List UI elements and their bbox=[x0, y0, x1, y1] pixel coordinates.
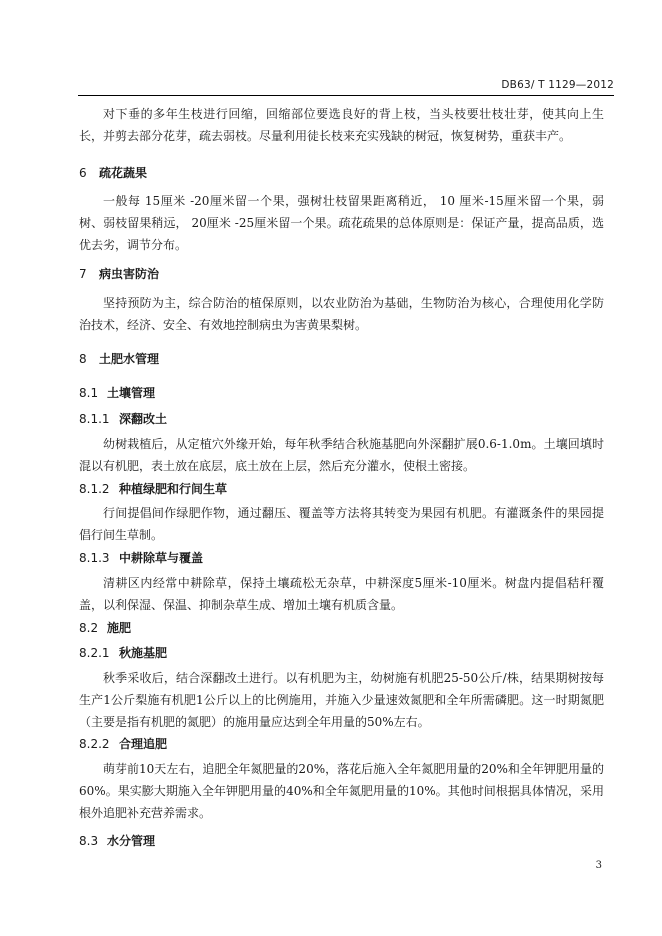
section-number: 8.1.2 bbox=[79, 482, 110, 496]
section-title: 施肥 bbox=[107, 621, 132, 635]
paragraph-section-7: 坚持预防为主，综合防治的植保原则，以农业防治为基础，生物防治为核心，合理使用化学防治技术，经济、安全、有效地控制病虫为害黄果梨树。 bbox=[79, 296, 604, 332]
paragraph-8-1-2: 行间提倡间作绿肥作物，通过翻压、覆盖等方法将其转变为果园有机肥。有灌溉条件的果园提倡行间生草制。 bbox=[79, 506, 604, 542]
section-title: 病虫害防治 bbox=[99, 267, 160, 281]
section-title: 种植绿肥和行间生草 bbox=[119, 482, 228, 496]
document-code: DB63/ T 1129—2012 bbox=[501, 79, 614, 91]
section-8-heading bbox=[79, 350, 159, 368]
section-number: 8.1.3 bbox=[79, 551, 110, 565]
paragraph-8-2-1: 秋季采收后，结合深翻改土进行。以有机肥为主，幼树施有机肥25-50公斤/株，结果期树按每生产1公斤梨施有机肥1公斤以上的比例施用，并施入少量速效氮肥和全年所需磷肥。这一时期氮肥（主要是指有机肥的氮肥）的施用量应达到全年用量的50%左右。 bbox=[79, 671, 604, 729]
section-number: 8.1.1 bbox=[79, 412, 110, 426]
paragraph-8-1-3: 清耕区内经常中耕除草，保持土壤疏松无杂草，中耕深度5厘米-10厘米。树盘内提倡秸秆覆盖，以利保湿、保温、抑制杂草生成、增加土壤有机质含量。 bbox=[79, 576, 604, 612]
section-6-heading bbox=[79, 164, 147, 182]
section-title: 土肥水管理 bbox=[99, 352, 160, 366]
section-number: 8.2.2 bbox=[79, 737, 110, 751]
section-8-1-3-heading bbox=[79, 549, 203, 567]
section-number: 8.2 bbox=[79, 621, 99, 635]
section-title: 秋施基肥 bbox=[119, 646, 168, 660]
paragraph-8-1-1: 幼树栽植后，从定植穴外缘开始，每年秋季结合秋施基肥向外深翻扩展0.6-1.0m。土壤回填时混以有机肥，表土放在底层，底土放在上层，然后充分灌水，使根土密接。 bbox=[79, 437, 604, 473]
section-number: 8 bbox=[79, 352, 87, 366]
section-title: 水分管理 bbox=[107, 834, 156, 848]
paragraph-pruning: 对下垂的多年生枝进行回缩，回缩部位要选良好的背上枝，当头枝要壮枝壮芽，使其向上生长，并剪去部分花芽，疏去弱枝。尽量利用徒长枝来充实残缺的树冠，恢复树势，重获丰产。 bbox=[79, 107, 604, 143]
section-7-heading bbox=[79, 265, 159, 283]
section-number: 7 bbox=[79, 267, 87, 281]
section-8-2-2-heading bbox=[79, 735, 167, 753]
section-title: 合理追肥 bbox=[119, 737, 168, 751]
section-8-1-2-heading bbox=[79, 480, 227, 498]
section-number: 6 bbox=[79, 166, 87, 180]
header-rule bbox=[78, 95, 614, 96]
section-8-1-1-heading bbox=[79, 410, 167, 428]
section-title: 土壤管理 bbox=[107, 386, 156, 400]
section-title: 疏花蔬果 bbox=[99, 166, 148, 180]
paragraph-section-6: 一般每 15厘米 -20厘米留一个果，强树壮枝留果距离稍近， 10 厘米-15厘米留一个果，弱树、弱枝留果稍远， 20厘米 -25厘米留一个果。疏花疏果的总体原则是：保证产量，提高品质，选优去劣，调节分布。 bbox=[79, 194, 604, 252]
section-number: 8.3 bbox=[79, 834, 99, 848]
section-8-2-heading bbox=[79, 619, 131, 637]
section-8-1-heading bbox=[79, 384, 155, 402]
page-number: 3 bbox=[595, 860, 602, 871]
paragraph-8-2-2: 萌芽前10天左右，追肥全年氮肥量的20%，落花后施入全年氮肥用量的20%和全年钾肥用量的60%。果实膨大期施入全年钾肥用量的40%和全年氮肥用量的10%。其他时间根据具体情况，采用根外追肥补充营养需求。 bbox=[79, 762, 604, 820]
section-title: 深翻改土 bbox=[119, 412, 168, 426]
section-number: 8.1 bbox=[79, 386, 99, 400]
section-number: 8.2.1 bbox=[79, 646, 110, 660]
section-title: 中耕除草与覆盖 bbox=[119, 551, 204, 565]
section-8-3-heading bbox=[79, 832, 155, 850]
section-8-2-1-heading bbox=[79, 644, 167, 662]
